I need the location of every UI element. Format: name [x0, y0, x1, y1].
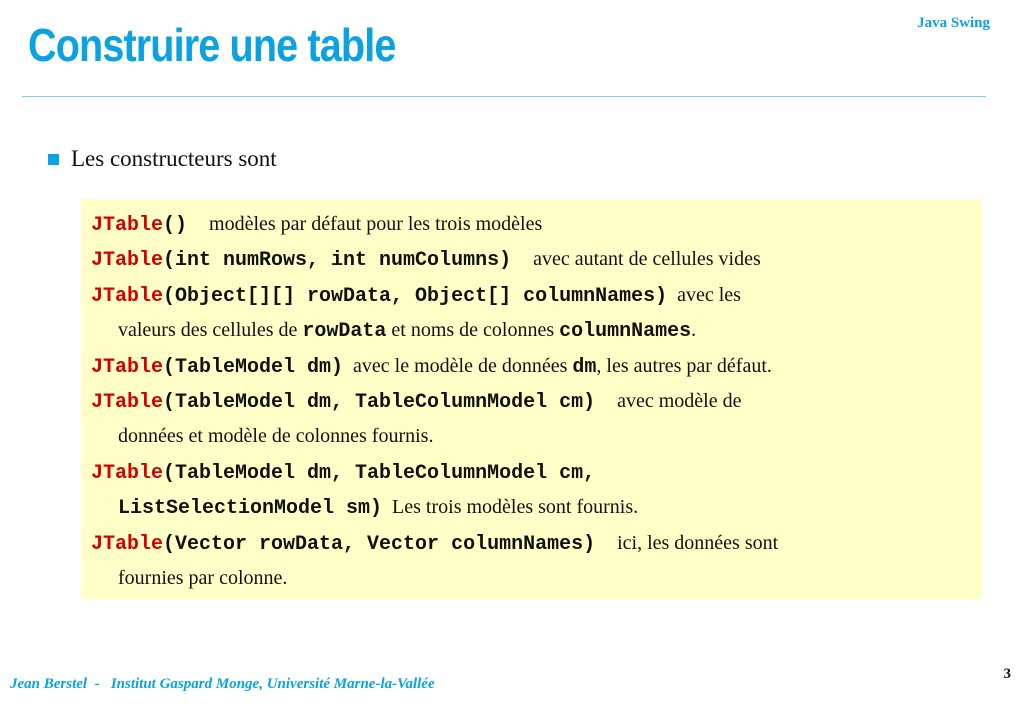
description: avec les — [677, 283, 741, 306]
bullet-item — [48, 146, 277, 172]
description: valeurs des cellules de — [118, 319, 303, 342]
signature: (int numRows, int numColumns) — [163, 249, 512, 273]
constructor-line-2 — [91, 242, 972, 277]
keyword: JTable — [91, 284, 164, 308]
signature: (Vector rowData, Vector columnNames) — [163, 532, 596, 556]
signature: ListSelectionModel sm) — [118, 497, 383, 521]
keyword: JTable — [91, 249, 164, 273]
constructor-line-7 — [91, 526, 972, 561]
constructor-line-4 — [91, 349, 972, 384]
title-divider — [22, 96, 986, 97]
constructor-line-5 — [91, 384, 972, 419]
footer-author: Jean Berstel - Institut Gaspard Monge, Université Marne-la-Vallée — [10, 676, 435, 692]
code-term: rowData — [302, 320, 387, 344]
description: données et modèle de colonnes fournis. — [118, 425, 434, 448]
code-term: columnNames — [559, 320, 692, 344]
keyword: JTable — [91, 214, 164, 237]
signature: (Object[][] rowData, Object[] columnNames) — [163, 284, 668, 308]
keyword: JTable — [91, 355, 164, 379]
description: avec autant de cellules vides — [533, 248, 761, 271]
constructor-line-3-cont — [91, 313, 972, 348]
code-term: dm — [572, 355, 597, 379]
page-number: 3 — [1003, 666, 1011, 682]
constructor-line-3 — [91, 278, 972, 313]
description: Les trois modèles sont fournis. — [392, 496, 639, 519]
keyword: JTable — [91, 532, 164, 556]
description: . — [691, 319, 697, 342]
header-tag: Java Swing — [917, 15, 990, 31]
constructor-line-6 — [91, 455, 972, 490]
description: avec le modèle de données — [353, 354, 573, 377]
keyword: JTable — [91, 461, 164, 485]
signature: () — [163, 214, 188, 237]
description: avec modèle de — [617, 389, 742, 412]
keyword: JTable — [91, 390, 164, 414]
description: ici, les données sont — [617, 531, 779, 554]
bullet-text: Les constructeurs sont — [71, 146, 277, 171]
constructor-line-5-cont — [91, 419, 972, 454]
signature: (TableModel dm) — [163, 355, 344, 379]
bullet-square-icon — [48, 154, 59, 165]
signature: (TableModel dm, TableColumnModel cm, — [163, 461, 596, 485]
description: , les autres par défaut. — [596, 354, 772, 377]
description: modèles par défaut pour les trois modèles — [209, 213, 543, 235]
constructor-line-1 — [91, 207, 972, 242]
constructors-box — [81, 199, 982, 599]
signature: (TableModel dm, TableColumnModel cm) — [163, 390, 596, 414]
description: et noms de colonnes — [386, 319, 560, 342]
slide-title: Construire une table — [28, 19, 396, 71]
description: fournies par colonne. — [118, 566, 288, 589]
constructor-line-6-cont — [91, 490, 972, 525]
constructor-line-7-cont — [91, 561, 972, 596]
